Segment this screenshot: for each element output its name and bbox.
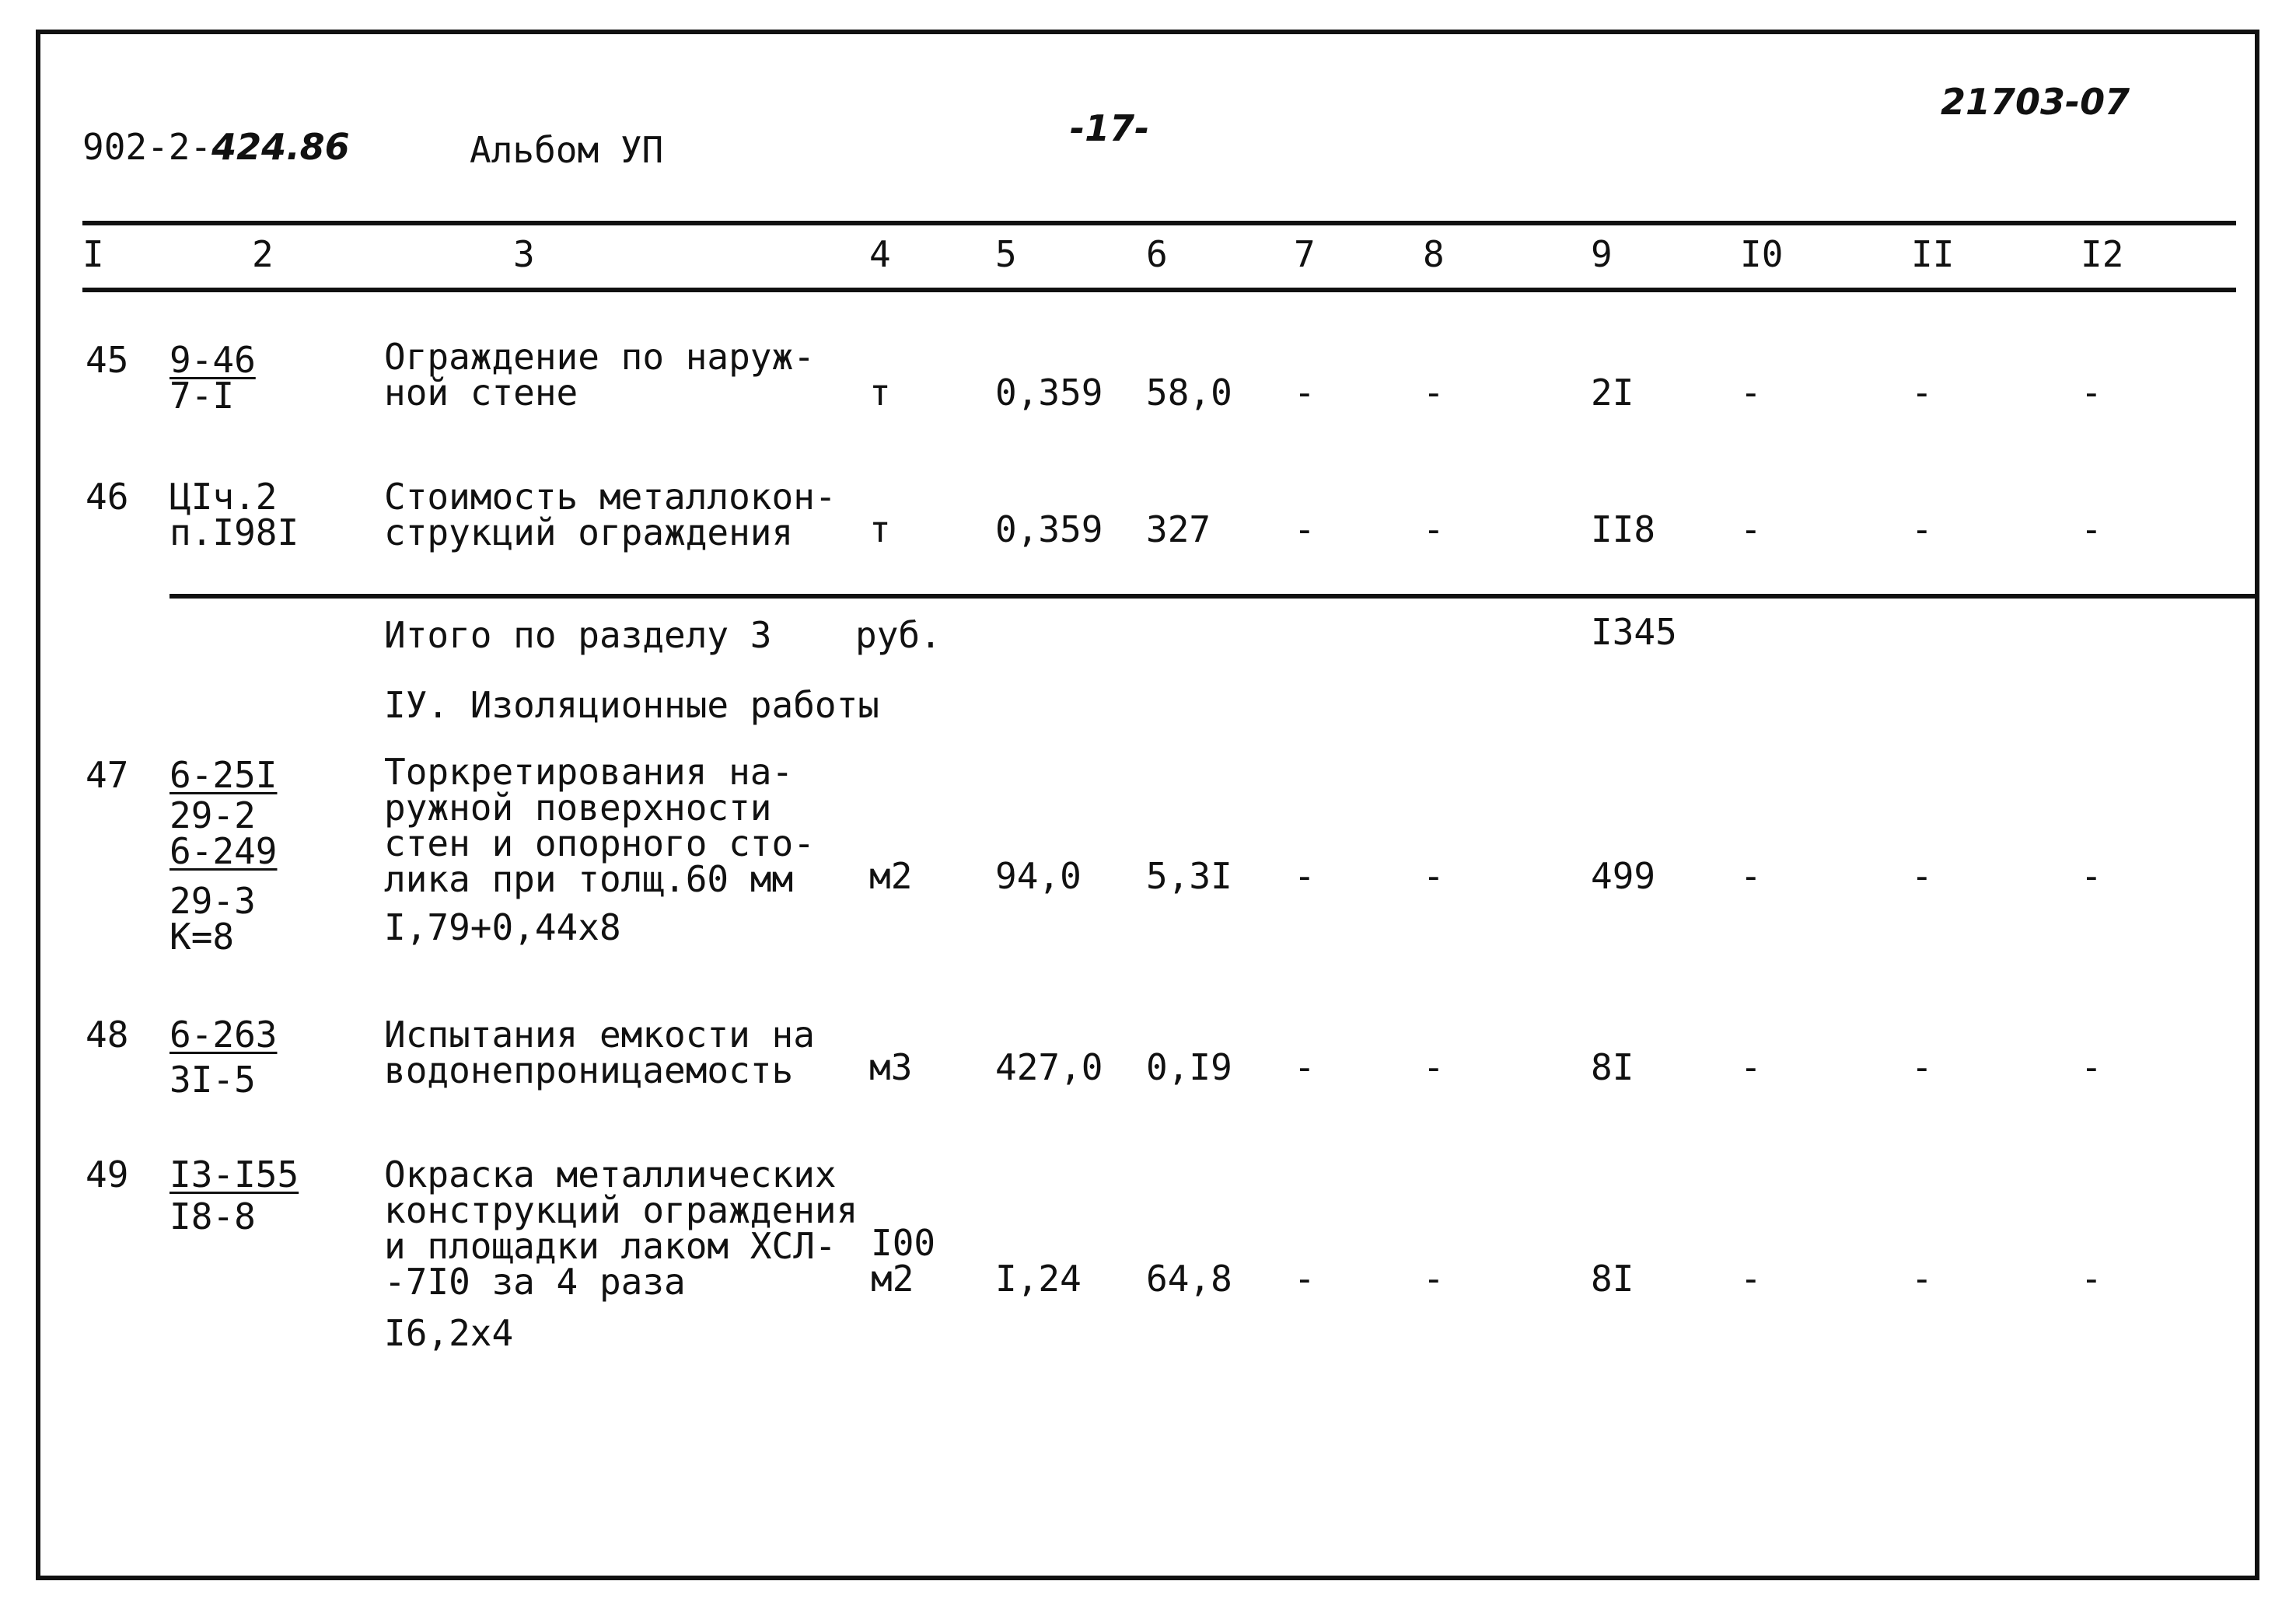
row-col11: - xyxy=(1911,855,1933,897)
subtotal-rule xyxy=(169,594,2255,599)
row-price: 64,8 xyxy=(1146,1258,1232,1300)
row-col9: 8I xyxy=(1591,1258,1634,1300)
row-col10: - xyxy=(1740,1046,1762,1088)
col-header-10: I0 xyxy=(1740,233,1784,275)
row-number: 48 xyxy=(86,1014,129,1056)
doc-number: 21703-07 xyxy=(1941,81,2130,123)
document-code-prefix: 902-2- xyxy=(82,126,212,168)
row-formula: I6,2х4 xyxy=(384,1312,514,1354)
row-description: Стоимость металлокон- струкций ограждения xyxy=(384,476,837,553)
row-col12: - xyxy=(2081,1046,2102,1088)
col-header-3: 3 xyxy=(513,233,535,275)
row-number: 45 xyxy=(86,339,129,381)
row-description: Торкретирования на- ружной поверхности стен и опорного сто- лика при толщ.60 мм xyxy=(384,751,815,900)
row-col11: - xyxy=(1911,1046,1933,1088)
row-description: Окраска металлических конструкций ограждения и площадки лаком ХСЛ- -7I0 за 4 раза xyxy=(384,1154,858,1303)
row-quantity: 0,359 xyxy=(995,372,1103,414)
header-rule-bottom xyxy=(82,288,2236,292)
col-header-4: 4 xyxy=(869,233,891,275)
row-col8: - xyxy=(1423,508,1445,550)
row-unit: т xyxy=(869,372,891,414)
row-col12: - xyxy=(2081,855,2102,897)
col-header-7: 7 xyxy=(1294,233,1316,275)
subtotal-label: Итого по разделу 3 xyxy=(384,614,772,656)
row-col10: - xyxy=(1740,508,1762,550)
row-col10: - xyxy=(1740,855,1762,897)
subtotal-unit: руб. xyxy=(855,614,942,656)
row-col9: 8I xyxy=(1591,1046,1634,1088)
row-col10: - xyxy=(1740,372,1762,414)
row-col10: - xyxy=(1740,1258,1762,1300)
subtotal-value: I345 xyxy=(1591,611,1677,653)
row-quantity: I,24 xyxy=(995,1258,1082,1300)
col-header-12: I2 xyxy=(2081,233,2124,275)
row-code: ЦIч.2 п.I98I xyxy=(169,476,299,553)
section-title: IУ. Изоляционные работы xyxy=(384,684,879,726)
page-number: -17- xyxy=(1070,107,1150,149)
document-code-suffix: 424.86 xyxy=(211,126,350,168)
row-col8: - xyxy=(1423,855,1445,897)
row-code: 9-46 7-I xyxy=(169,339,256,417)
col-header-6: 6 xyxy=(1146,233,1168,275)
row-description: Испытания емкости на водонепроницаемость xyxy=(384,1014,815,1091)
row-col12: - xyxy=(2081,372,2102,414)
row-col7: - xyxy=(1294,508,1316,550)
row-unit: I00 м2 xyxy=(871,1222,936,1300)
row-description: Ограждение по наруж- ной стене xyxy=(384,336,815,414)
row-col7: - xyxy=(1294,1046,1316,1088)
row-col12: - xyxy=(2081,1258,2102,1300)
row-col12: - xyxy=(2081,508,2102,550)
row-price: 327 xyxy=(1146,508,1211,550)
header-rule-top xyxy=(82,221,2236,225)
row-number: 47 xyxy=(86,754,129,796)
row-quantity: 0,359 xyxy=(995,508,1103,550)
row-number: 49 xyxy=(86,1154,129,1195)
row-quantity: 94,0 xyxy=(995,855,1082,897)
row-formula: I,79+0,44х8 xyxy=(384,906,621,948)
col-header-11: II xyxy=(1911,233,1955,275)
row-col9: 499 xyxy=(1591,855,1656,897)
row-col7: - xyxy=(1294,1258,1316,1300)
row-unit: м3 xyxy=(869,1046,913,1088)
row-col8: - xyxy=(1423,1046,1445,1088)
album-label: Альбом УП xyxy=(470,129,664,171)
row-code: 6-263 3I-5 xyxy=(169,1014,278,1101)
col-header-8: 8 xyxy=(1423,233,1445,275)
row-col9: 2I xyxy=(1591,372,1634,414)
row-code: I3-I55 I8-8 xyxy=(169,1154,299,1237)
row-col7: - xyxy=(1294,855,1316,897)
document-code xyxy=(82,126,350,168)
row-col9: II8 xyxy=(1591,508,1656,550)
col-header-2: 2 xyxy=(252,233,274,275)
row-code: 6-25I 29-2 6-249 29-3 К=8 xyxy=(169,754,278,958)
row-unit: м2 xyxy=(869,855,913,897)
col-header-9: 9 xyxy=(1591,233,1613,275)
row-col7: - xyxy=(1294,372,1316,414)
row-col8: - xyxy=(1423,372,1445,414)
row-col11: - xyxy=(1911,1258,1933,1300)
row-col11: - xyxy=(1911,372,1933,414)
col-header-1: I xyxy=(82,233,104,275)
row-quantity: 427,0 xyxy=(995,1046,1103,1088)
col-header-5: 5 xyxy=(995,233,1017,275)
row-price: 0,I9 xyxy=(1146,1046,1232,1088)
row-unit: т xyxy=(869,508,891,550)
row-col11: - xyxy=(1911,508,1933,550)
row-price: 58,0 xyxy=(1146,372,1232,414)
row-price: 5,3I xyxy=(1146,855,1232,897)
row-number: 46 xyxy=(86,476,129,518)
row-col8: - xyxy=(1423,1258,1445,1300)
